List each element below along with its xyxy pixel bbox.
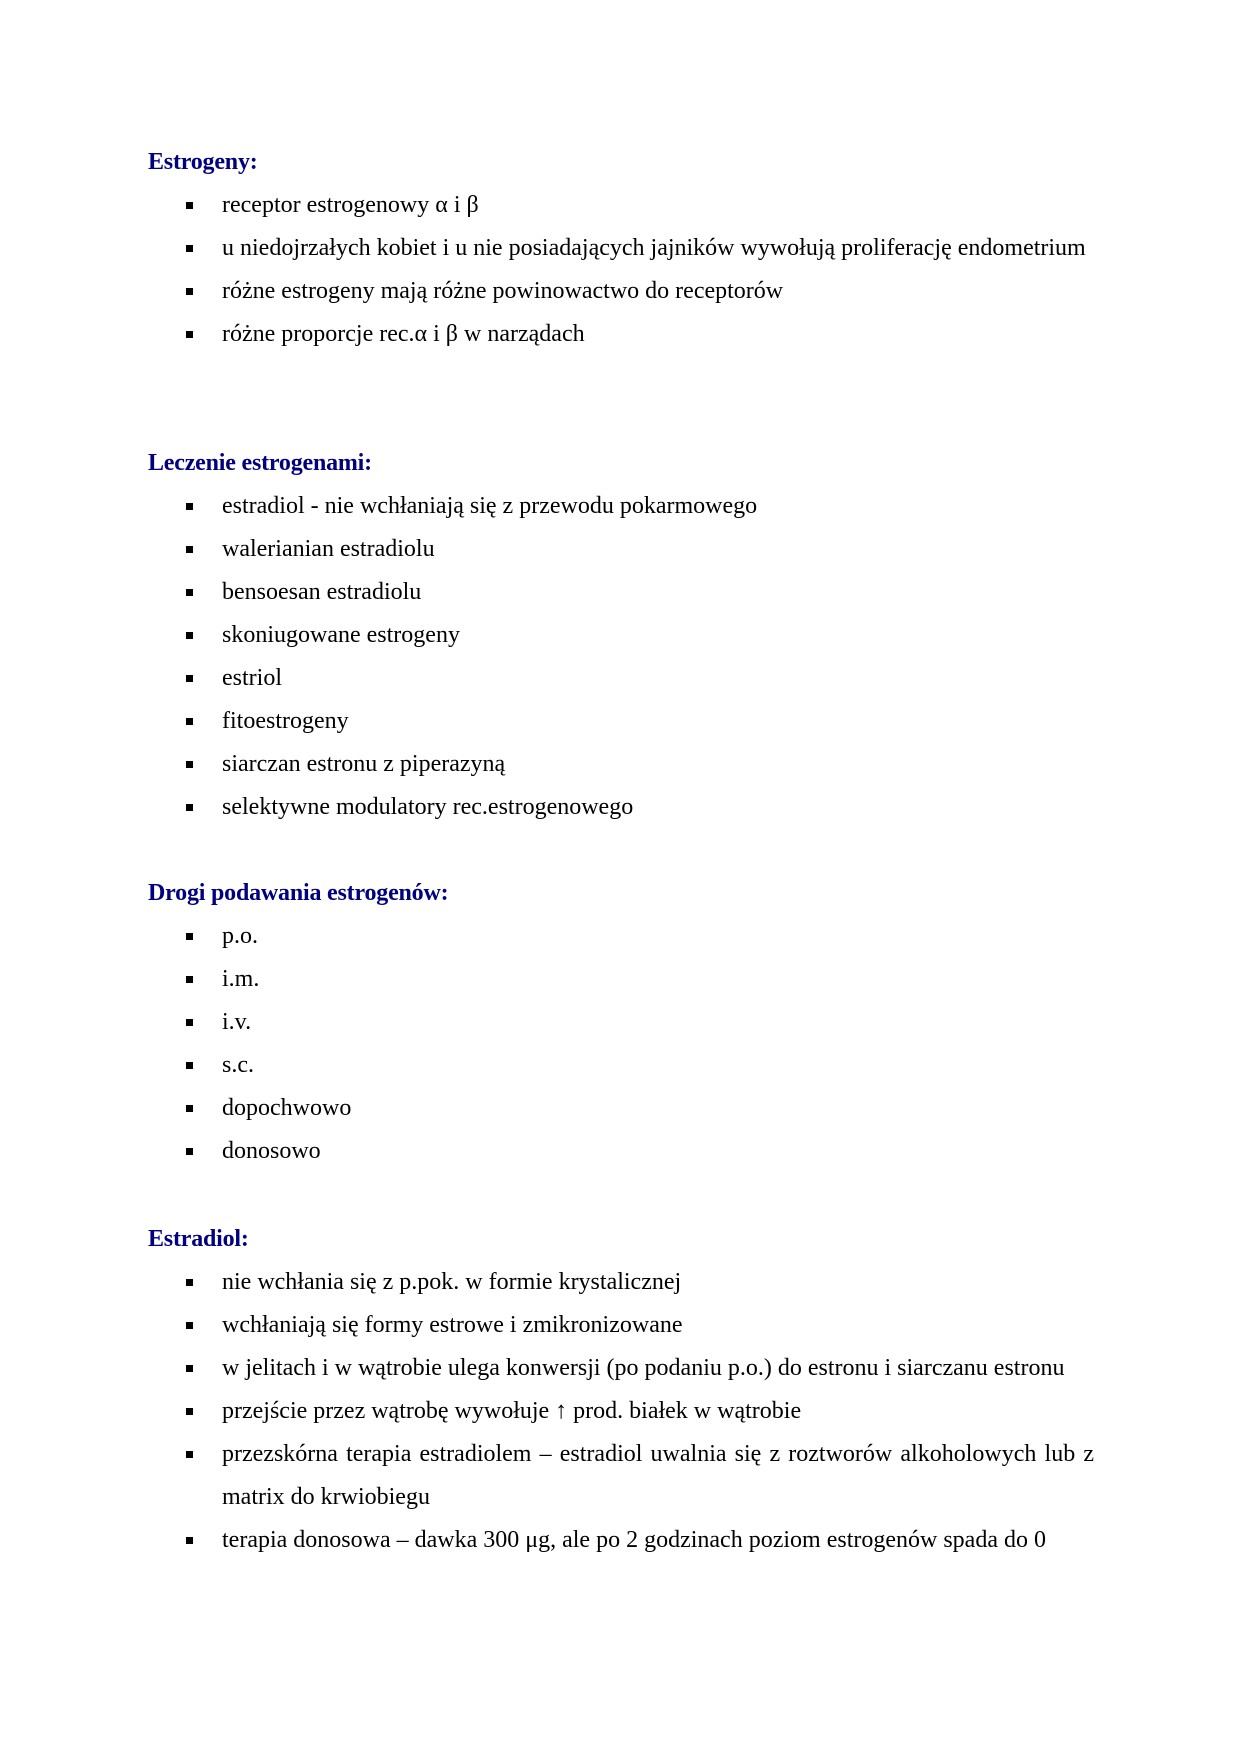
list-item [148,1519,1094,1562]
list-item [148,743,1094,786]
square-bullet-icon [186,1537,193,1544]
list-item [148,1347,1094,1390]
list-item [148,1390,1094,1433]
square-bullet-icon [186,933,193,940]
square-bullet-icon [186,1408,193,1415]
square-bullet-icon [186,1062,193,1069]
square-bullet-icon [186,546,193,553]
square-bullet-icon [186,976,193,983]
square-bullet-icon [186,1365,193,1372]
square-bullet-icon [186,589,193,596]
list-item [148,313,1094,356]
list-item [148,915,1094,958]
list-item [148,1433,1094,1519]
square-bullet-icon [186,1019,193,1026]
list-item-text: w jelitach i w wątrobie ulega konwersji (po podaniu p.o.) do estronu i siarczanu estronu [222,1355,1065,1381]
bullet-list [148,485,1094,829]
list-item [148,184,1094,227]
section-heading: Estradiol: [148,1226,249,1252]
section-estradiol [148,1218,1094,1562]
square-bullet-icon [186,761,193,768]
list-item [148,657,1094,700]
section-drogi-podawania [148,872,1094,1173]
list-item-text: różne estrogeny mają różne powinowactwo do receptorów [222,278,784,304]
square-bullet-icon [186,1322,193,1329]
list-item-text: i.v. [222,1009,252,1035]
list-item-text: i.m. [222,966,260,992]
list-item [148,485,1094,528]
list-item [148,1261,1094,1304]
section-estrogeny [148,141,1094,356]
square-bullet-icon [186,1451,193,1458]
list-item [148,1087,1094,1130]
list-item-text: p.o. [222,923,258,949]
list-item [148,1044,1094,1087]
list-item [148,227,1094,270]
list-item-text: selektywne modulatory rec.estrogenowego [222,794,634,820]
list-item-text: estradiol - nie wchłaniają się z przewodu pokarmowego [222,493,758,519]
list-item-text: s.c. [222,1052,254,1078]
square-bullet-icon [186,202,193,209]
list-item-text: estriol [222,665,282,691]
bullet-list [148,1261,1094,1562]
list-item [148,1304,1094,1347]
list-item [148,700,1094,743]
square-bullet-icon [186,675,193,682]
square-bullet-icon [186,1105,193,1112]
list-item-text: nie wchłania się z p.pok. w formie krystalicznej [222,1269,682,1295]
square-bullet-icon [186,718,193,725]
square-bullet-icon [186,331,193,338]
list-item-text: siarczan estronu z piperazyną [222,751,506,777]
square-bullet-icon [186,288,193,295]
square-bullet-icon [186,632,193,639]
list-item-text: terapia donosowa – dawka 300 μg, ale po 2 godzinach poziom estrogenów spada do 0 [222,1527,1046,1553]
square-bullet-icon [186,245,193,252]
list-item-text: przezskórna terapia estradiolem – estradiol uwalnia się z roztworów alkoholowych lub z matrix do krwiobiegu [222,1441,1094,1510]
list-item-text: u niedojrzałych kobiet i u nie posiadających jajników wywołują proliferację endometrium [222,235,1086,261]
square-bullet-icon [186,1148,193,1155]
section-leczenie-estrogenami [148,442,1094,829]
bullet-list [148,915,1094,1173]
list-item-text: receptor estrogenowy α i β [222,192,479,218]
section-heading: Estrogeny: [148,149,258,175]
list-item [148,614,1094,657]
list-item-text: dopochwowo [222,1095,352,1121]
section-heading: Leczenie estrogenami: [148,450,372,476]
list-item-text: walerianian estradiolu [222,536,435,562]
list-item-text: bensoesan estradiolu [222,579,422,605]
list-item-text: donosowo [222,1138,321,1164]
list-item-text: wchłaniają się formy estrowe i zmikronizowane [222,1312,683,1338]
list-item-text: różne proporcje rec.α i β w narządach [222,321,585,347]
list-item [148,571,1094,614]
list-item [148,270,1094,313]
list-item [148,958,1094,1001]
bullet-list [148,184,1094,356]
section-heading: Drogi podawania estrogenów: [148,880,449,906]
list-item [148,528,1094,571]
square-bullet-icon [186,1279,193,1286]
list-item-text: skoniugowane estrogeny [222,622,460,648]
square-bullet-icon [186,804,193,811]
list-item [148,786,1094,829]
list-item-text: fitoestrogeny [222,708,349,734]
square-bullet-icon [186,503,193,510]
list-item [148,1001,1094,1044]
list-item [148,1130,1094,1173]
list-item-text: przejście przez wątrobę wywołuje ↑ prod. białek w wątrobie [222,1398,802,1424]
